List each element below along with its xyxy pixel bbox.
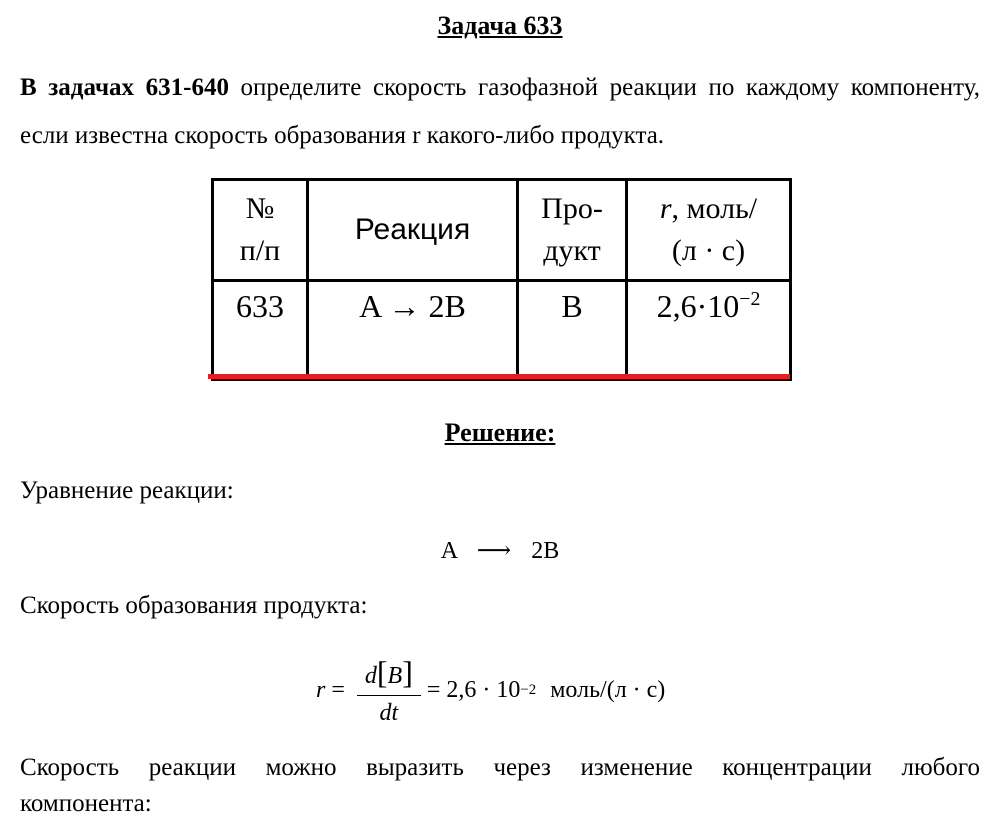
cell-rate: $2,6\cdot 10^{-2}$ [627,281,791,380]
arrow-icon: ⟶ [476,538,512,564]
reaction-equation: A ⟶ 2B [440,538,560,564]
body-text-line: Скорость реакции можно выразить через изменение концентрации любого [20,754,980,781]
cell-number: 633 [213,281,308,380]
red-underline [208,374,790,379]
header-rate: r, моль/ (л · с) [627,180,791,281]
rate-label: Скорость образования продукта: [20,592,368,619]
body-text-line-2: компонента: [20,790,152,817]
problem-bold: В задачах 631-640 [20,74,229,101]
page-title: Задача 633 [437,11,563,40]
problem-table [211,178,792,381]
header-number: № п/п [213,180,308,281]
rate-formula: r = $\frac{d[B]}{dt}$ = 2,6 · 10 −2 моль/(л · с) [316,653,666,726]
cell-reaction: A → 2B [308,281,518,380]
header-reaction: Реакция [308,180,518,281]
problem-statement [20,64,980,160]
problem-text: определите скорость газофазной реакции по каждому компоненту, если известна скорость образования r какого-либо продукта. [20,74,980,149]
table-row [213,281,791,380]
header-product: Про- дукт [518,180,627,281]
derivative-fraction: $\frac{d[B]}{dt}$ [357,654,421,727]
equation-label: Уравнение реакции: [20,477,234,504]
solution-title: Решение: [444,418,556,447]
cell-product: B [518,281,627,380]
table-header-row [213,180,791,281]
